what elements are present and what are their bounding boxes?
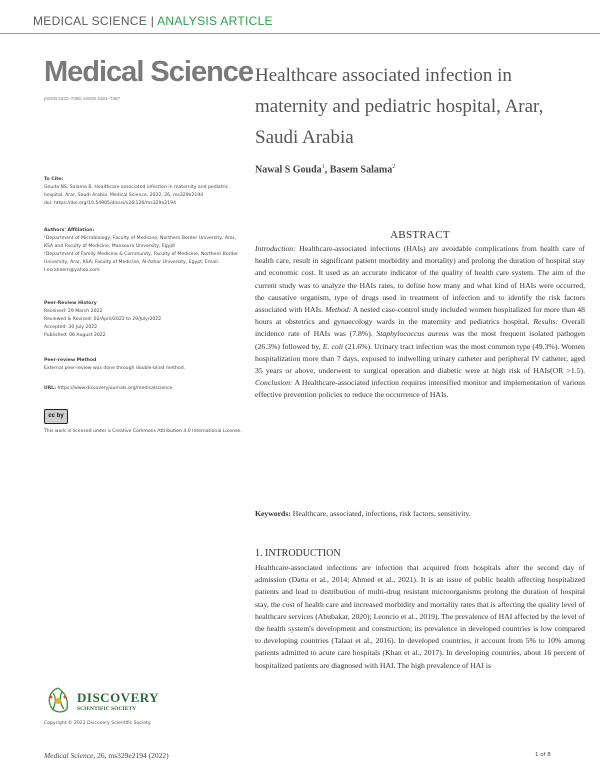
author-separator: , bbox=[324, 164, 330, 176]
cite-text: Gouda NS, Salama B. Healthcare associated infection in maternity and pediatric hospital, Arar, Saudi Arabia. Medical Science, 2022, 26, ms329e2194 bbox=[44, 185, 229, 198]
issn: pISSN 2321–7359; eISSN 2321–7367 bbox=[44, 96, 121, 101]
history-title: Peer-Review History bbox=[44, 301, 97, 306]
affil-title: Authors' Affiliation: bbox=[44, 228, 95, 233]
header-separator: | bbox=[147, 14, 158, 28]
abs-staph: Staphylococcus aureus bbox=[376, 329, 449, 339]
abstract-text bbox=[255, 243, 585, 402]
history-block bbox=[44, 300, 244, 340]
keywords-label: Keywords: bbox=[255, 509, 291, 518]
intro-text: Healthcare-associated infections are infection that acquired from hospitals after the second day of admission (Datta et al., 2014; Ahmed et al., 2021). It is an issue of public health affecting hospitalized patients and lead to distribution of multi-drug resistant microorganisms prolong the duration of hospital stay, the cost of health care and increased morbidity and mortality rates that is affecting the quality level of healthcare services (Abubakar, 2020); Leoncio et al., 2019). The prevalence of HAI affected by the level of the health system's development and construction; its prevalence in developed countries is low compared to developing countries (Talaat et al., 2016). In developed countries, it account from 5% to 10% among patients admitted to acute care hospitals (Khan et al., 2017). In developing countries, about 16 percent of hospitalized patients are diagnosed with HAI. The high prevalence of HAI is bbox=[255, 563, 585, 670]
abs-results-label: Results: bbox=[533, 317, 559, 327]
footer-citation bbox=[44, 751, 169, 760]
abs-results-1: Overall incidence rate of HAIs was (7.8%). bbox=[255, 317, 585, 339]
abs-method: A nested case-control study included women hospitalized for more than 48 hours at obstetrics and gynaecology wards in the maternity and pediatrics hospital. bbox=[255, 305, 585, 327]
published-date: Published: 06 August 2022 bbox=[44, 333, 106, 338]
abs-conclusion-label: Conclusion: bbox=[255, 378, 293, 388]
abs-conclusion: A Healthcare-associated infection requires intensified monitor and implementation of various effective prevention policies to reduce the occurrence of HAIs. bbox=[255, 378, 585, 400]
peer-text: External peer-review was done through double-blind method. bbox=[44, 366, 186, 371]
copyright: Copyright © 2022 Discovery Scientific Society. bbox=[44, 721, 152, 726]
cite-title: To Cite: bbox=[44, 177, 64, 182]
affil-2: ²Department of Family Medicine & Community, Faculty of Medicine, Northern Border University, Arar, KSA; Faculty of Medicine, Al-Azhar University, Egypt; Email: l.esraheem@yahoo.com bbox=[44, 252, 239, 273]
received-date: Received: 29 March 2022 bbox=[44, 309, 103, 314]
author-1-affil: 1 bbox=[321, 164, 325, 170]
abs-method-label: Method: bbox=[325, 305, 352, 315]
reviewed-date: Reviewed & Revised: 02/April/2022 to 29/July/2022 bbox=[44, 317, 162, 322]
license-text: This work is licensed under a Creative Commons Attribution 4.0 International License. bbox=[44, 429, 242, 434]
abs-results-3: (21.6%). Urinary tract infection was the most common type (49.3%). Women hospitalization more than 7 days, exposed to indwelling urinary catheter and peripheral IV catheter, aged 35 years or above, underwent to surgical operation and diabetic were at high risk of HAIs(OR >1.5). bbox=[255, 341, 585, 376]
footer-ref: 26, ms329e2194 (2022) bbox=[95, 751, 169, 760]
abstract-heading: ABSTRACT bbox=[390, 229, 450, 241]
peer-title: Peer-review Method bbox=[44, 358, 97, 363]
author-1: Nawal S Gouda bbox=[255, 164, 322, 176]
accepted-date: Accepted: 30 July 2022 bbox=[44, 325, 98, 330]
url-block bbox=[44, 385, 244, 393]
author-list bbox=[255, 164, 395, 175]
header-divider bbox=[0, 33, 600, 34]
abs-intro-label: Introduction: bbox=[255, 244, 296, 253]
cite-doi[interactable]: doi: https://doi.org/10.54905/disssi/v26i126/ms329e2194 bbox=[44, 201, 176, 206]
page-number: 1 of 8 bbox=[535, 752, 551, 758]
journal-url[interactable]: https://www.discoveryjournals.org/medicalscience bbox=[57, 386, 173, 391]
peer-review-block bbox=[44, 357, 244, 373]
intro-heading: 1. INTRODUCTION bbox=[255, 548, 341, 559]
article-title: Healthcare associated infection in maternity and pediatric hospital, Arar, Saudi Arabia bbox=[255, 65, 544, 148]
abs-ecoli: E. coli bbox=[322, 341, 344, 351]
cc-license-icon[interactable]: cc by bbox=[44, 409, 68, 424]
keywords bbox=[255, 508, 585, 520]
discovery-name: DISCOVERY bbox=[77, 690, 160, 705]
abs-results-2: was the most frequent isolated pathogen (26.3%) followed by, bbox=[255, 329, 586, 351]
running-header bbox=[33, 14, 273, 28]
footer-journal: Medical Science, bbox=[44, 751, 96, 760]
author-2: Basem Salama bbox=[329, 164, 393, 176]
journal-logo: Medical Science bbox=[44, 56, 254, 88]
discovery-logo-icon bbox=[42, 685, 74, 717]
journal-name: MEDICAL SCIENCE bbox=[33, 14, 148, 28]
abs-intro: Healthcare-associated infections (HAIs) are avoidable complications from health care of health care, result in significant patient morbidity and mortality) and prolong the duration of hospital stay and economic cost. It used as an accurate indicator of the quality of health care system. The aim of the current study was to analyze the HAIs rates, to define how many and what kind of HAIs were occurred, the causative organism, type of drugs used in treatment of infection and to identify the risk factors associated with HAIs. bbox=[255, 244, 585, 315]
url-label: URL: bbox=[44, 386, 57, 391]
affiliation-block bbox=[44, 227, 244, 275]
affil-1: ¹Department of Microbiology, Faculty of Medicine, Northern Border University, Arar, KSA and Faculty of Medicine, Mansoura University, Egypt bbox=[44, 236, 237, 249]
citation-block bbox=[44, 176, 244, 208]
discovery-subtitle: SCIENTIFIC SOCIETY bbox=[77, 706, 137, 712]
keywords-list: Healthcare, associated, infections, risk factors, sensitivity. bbox=[290, 509, 471, 518]
author-2-affil: 2 bbox=[392, 164, 396, 170]
article-type: ANALYSIS ARTICLE bbox=[157, 14, 273, 28]
